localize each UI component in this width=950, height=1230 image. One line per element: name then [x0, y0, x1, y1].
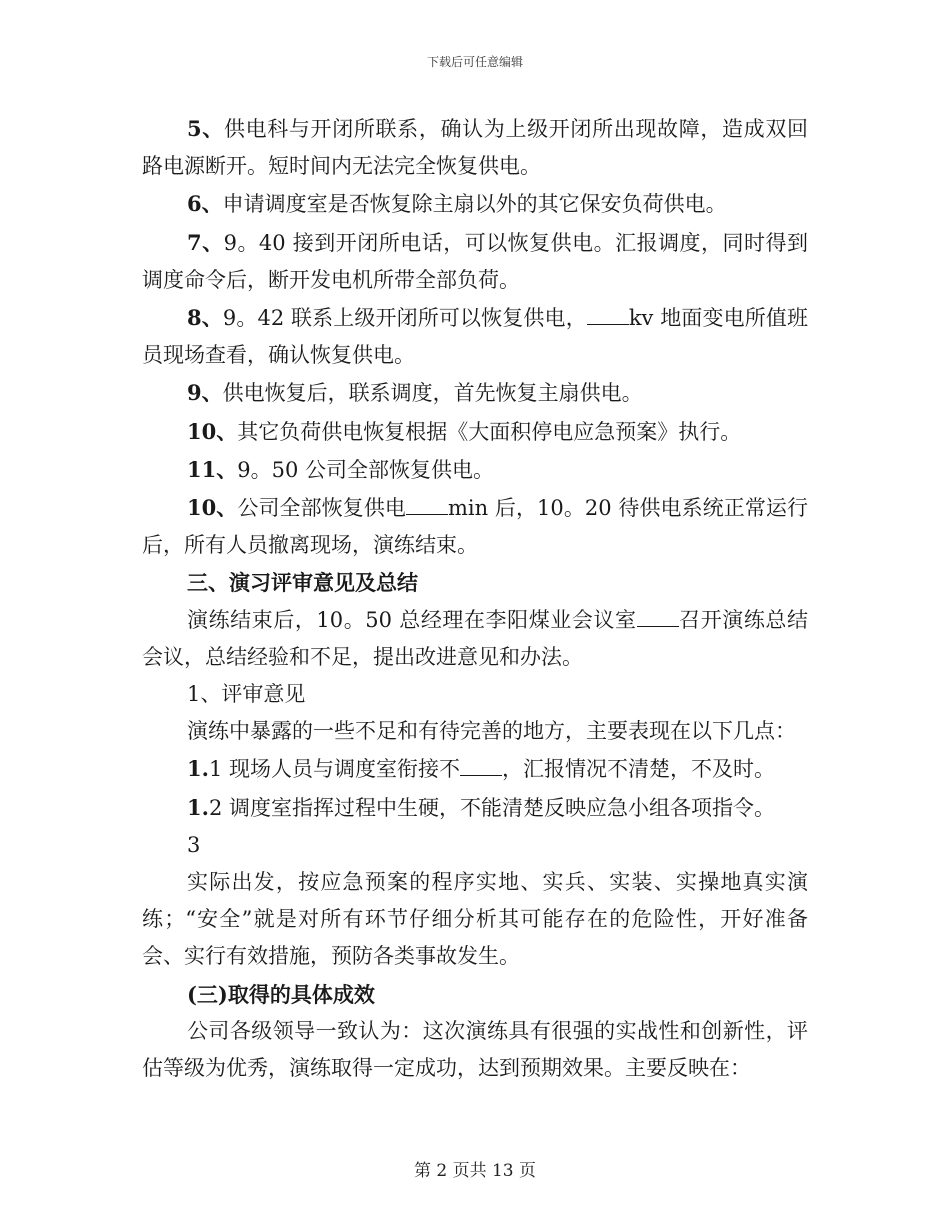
item-text: 申请调度室是否恢复除主扇以外的其它保安负荷供电。: [222, 192, 727, 217]
item-number: 1.: [187, 794, 209, 820]
list-item: [142, 110, 808, 185]
section-heading: (三)取得的具体成效: [187, 981, 375, 1007]
item-number: 10、: [187, 418, 238, 444]
paragraph: 3: [187, 832, 201, 857]
page-footer: 第 2 页共 13 页: [413, 1161, 537, 1181]
item-text: 9。50 公司全部恢复供电。: [237, 457, 494, 482]
fill-blank: [460, 757, 502, 777]
list-item: [142, 224, 808, 299]
page-header: 下载后可任意编辑: [426, 55, 523, 69]
item-text: 其它负荷供电恢复根据《大面积停电应急预案》执行。: [237, 419, 742, 444]
document-body: [142, 110, 808, 1087]
item-text: 9。40 接到开闭所电话，可以恢复供电。汇报调度，同时得到调度命令后，断开发电机所带全部负荷。: [142, 230, 808, 292]
paragraph: 公司各级领导一致认为：这次演练具有很强的实战性和创新性，评估等级为优秀，演练取得一定成功，达到预期效果。主要反映在：: [142, 1018, 808, 1081]
paragraph-text: ，汇报情况不清楚，不及时。: [501, 757, 775, 782]
item-number: 5、: [187, 116, 224, 141]
item-text: 供电恢复后，联系调度，首先恢复主扇供电。: [222, 381, 643, 406]
paragraph-text: 2 调度室指挥过程中生硬，不能清楚反映应急小组各项指令。: [208, 795, 775, 820]
fill-blank: [637, 607, 679, 627]
item-number: 8、: [187, 305, 223, 331]
item-text: min 后，10。20 待供电系统正常运行后，所有人员撤离现场，演练结束。: [142, 496, 808, 558]
item-number: 6、: [187, 191, 223, 217]
paragraph-text: 召开演练总结会议，总结经验和不足，提出改进意见和办法。: [142, 607, 808, 669]
paragraph: [142, 602, 808, 676]
list-item: [142, 489, 808, 564]
section-heading: 三、演习评审意见及总结: [187, 570, 418, 596]
fill-blank: [406, 495, 448, 515]
item-number: 9、: [187, 380, 223, 406]
paragraph: 实际出发，按应急预案的程序实地、实兵、实装、实操地真实演练；“安全”就是对所有环节仔细分析其可能存在的危险性，开好准备会、实行有效措施，预防各类事故发生。: [142, 870, 808, 969]
item-text: kv 地面变电所值班员现场查看，确认恢复供电。: [142, 306, 808, 368]
list-item: [142, 413, 808, 451]
item-text: 公司全部恢复供电: [237, 496, 406, 521]
paragraph: [142, 789, 808, 827]
paragraph-text: 演练结束后，10。50 总经理在李阳煤业会议室: [187, 607, 637, 632]
item-number: 10、: [187, 495, 238, 521]
paragraph: [142, 750, 808, 788]
list-item: [142, 299, 808, 374]
paragraph: 演练中暴露的一些不足和有待完善的地方，主要表现在以下几点：: [187, 719, 796, 744]
list-item: [142, 451, 808, 489]
item-text: 供电科与开闭所联系，确认为上级开闭所出现故障，造成双回路电源断开。短时间内无法完全恢复供电。: [142, 117, 808, 179]
paragraph-text: 1 现场人员与调度室衔接不: [208, 757, 460, 782]
list-item: [142, 185, 808, 223]
subheading: 1、评审意见: [187, 682, 306, 707]
item-number: 1.: [187, 756, 209, 782]
item-number: 11、: [187, 456, 238, 482]
item-number: 7、: [187, 229, 224, 255]
fill-blank: [587, 305, 629, 325]
item-text: 9。42 联系上级开闭所可以恢复供电，: [222, 306, 587, 331]
list-item: [142, 374, 808, 412]
